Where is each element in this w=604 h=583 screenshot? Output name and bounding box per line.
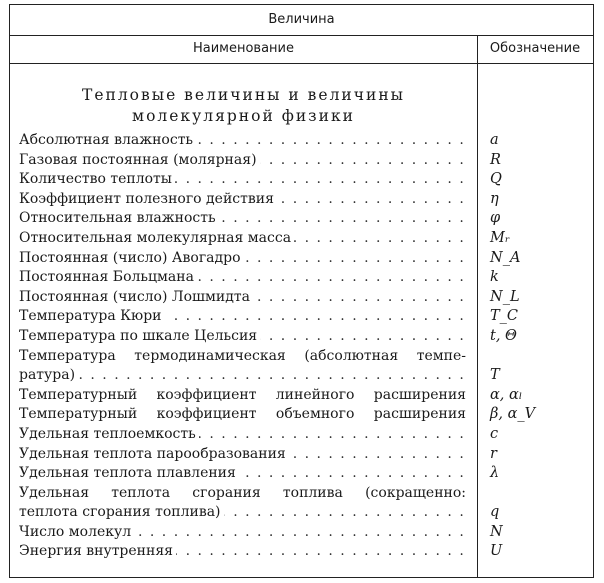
quantity-symbol: U: [490, 543, 503, 560]
quantity-symbol: c: [490, 425, 499, 442]
quantity-name: Число молекул . . .: [19, 523, 469, 542]
header-quantity: Величина: [10, 5, 593, 36]
quantity-name: Температура по шкале Цельсия . . .: [19, 327, 469, 346]
table-row: [10, 229, 593, 249]
table-body: [10, 131, 593, 562]
quantity-name: Удельная теплота плавления . . .: [19, 464, 469, 483]
table-row: [10, 445, 593, 465]
quantity-name: Температура Кюри . . .: [19, 307, 469, 326]
quantity-name: Постоянная (число) Лошмидта . . .: [19, 288, 469, 307]
table-row: [10, 209, 593, 229]
quantities-table: [9, 4, 594, 578]
table-row: [10, 131, 593, 151]
quantity-symbol: N_A: [490, 249, 521, 266]
quantity-name: Температура термодинамическая (абсолютная темпе-: [19, 347, 469, 366]
table-row: [10, 503, 593, 523]
header-row: [10, 36, 593, 64]
quantity-name: Количество теплоты . . .: [19, 170, 469, 189]
quantity-symbol: β, α_V: [490, 406, 536, 423]
table-row: [10, 425, 593, 445]
table-row: [10, 288, 593, 308]
header-name-column: Наименование: [192, 41, 295, 56]
table-row: [10, 366, 593, 386]
quantity-name: Температурный коэффициент линейного расширения: [19, 386, 469, 405]
table-row: [10, 307, 593, 327]
table-row: [10, 190, 593, 210]
quantity-name: теплота сгорания топлива) . . .: [19, 503, 469, 522]
quantity-symbol: t, Θ: [490, 327, 517, 344]
table-row: [10, 170, 593, 190]
table-row: [10, 327, 593, 347]
table-row: [10, 523, 593, 543]
table-row: [10, 464, 593, 484]
quantity-name: Постоянная (число) Авогадро . . .: [19, 249, 469, 268]
quantity-symbol: q: [490, 504, 500, 521]
quantity-symbol: T_C: [490, 308, 519, 325]
quantity-name: Относительная молекулярная масса . . .: [19, 229, 469, 248]
quantity-symbol: T: [490, 367, 500, 384]
quantity-symbol: Q: [490, 171, 502, 188]
table-row: [10, 542, 593, 562]
quantity-symbol: λ: [490, 465, 500, 482]
table-row: [10, 249, 593, 269]
section-title-line2: молекулярной физики: [132, 107, 355, 125]
quantity-symbol: Mᵣ: [490, 229, 510, 246]
quantity-name: Постоянная Больцмана . . .: [19, 268, 469, 287]
quantity-name: Газовая постоянная (молярная) . . .: [19, 151, 469, 170]
table-row: [10, 268, 593, 288]
quantity-symbol: N_L: [490, 288, 520, 305]
table-row: [10, 386, 593, 406]
quantity-name: ратура) . . .: [19, 366, 469, 385]
section-title: [10, 85, 477, 127]
table-row: [10, 405, 593, 425]
quantity-name: Энергия внутренняя . . .: [19, 542, 469, 561]
quantity-symbol: η: [490, 190, 499, 207]
section-title-line1: Тепловые величины и величины: [81, 86, 405, 104]
header-symbol-column: Обозначение: [489, 41, 581, 56]
quantity-symbol: α, αₗ: [490, 386, 523, 403]
quantity-name: Удельная теплоемкость . . .: [19, 425, 469, 444]
quantity-name: Удельная теплота сгорания топлива (сокращенно:: [19, 484, 469, 503]
quantity-symbol: r: [490, 445, 497, 462]
table-row: [10, 484, 593, 504]
quantity-name: Коэффициент полезного действия . . .: [19, 190, 469, 209]
quantity-name: Относительная влажность . . .: [19, 209, 469, 228]
table-row: [10, 151, 593, 171]
quantity-symbol: a: [490, 132, 499, 148]
table-row: [10, 347, 593, 367]
quantity-symbol: k: [490, 269, 499, 286]
quantity-symbol: R: [490, 151, 501, 168]
quantity-name: Абсолютная влажность . . .: [19, 131, 469, 150]
quantity-name: Температурный коэффициент объемного расширения: [19, 405, 469, 424]
quantity-name: Удельная теплота парообразования . . .: [19, 445, 469, 464]
quantity-symbol: φ: [490, 210, 501, 227]
quantity-symbol: N: [490, 523, 503, 540]
